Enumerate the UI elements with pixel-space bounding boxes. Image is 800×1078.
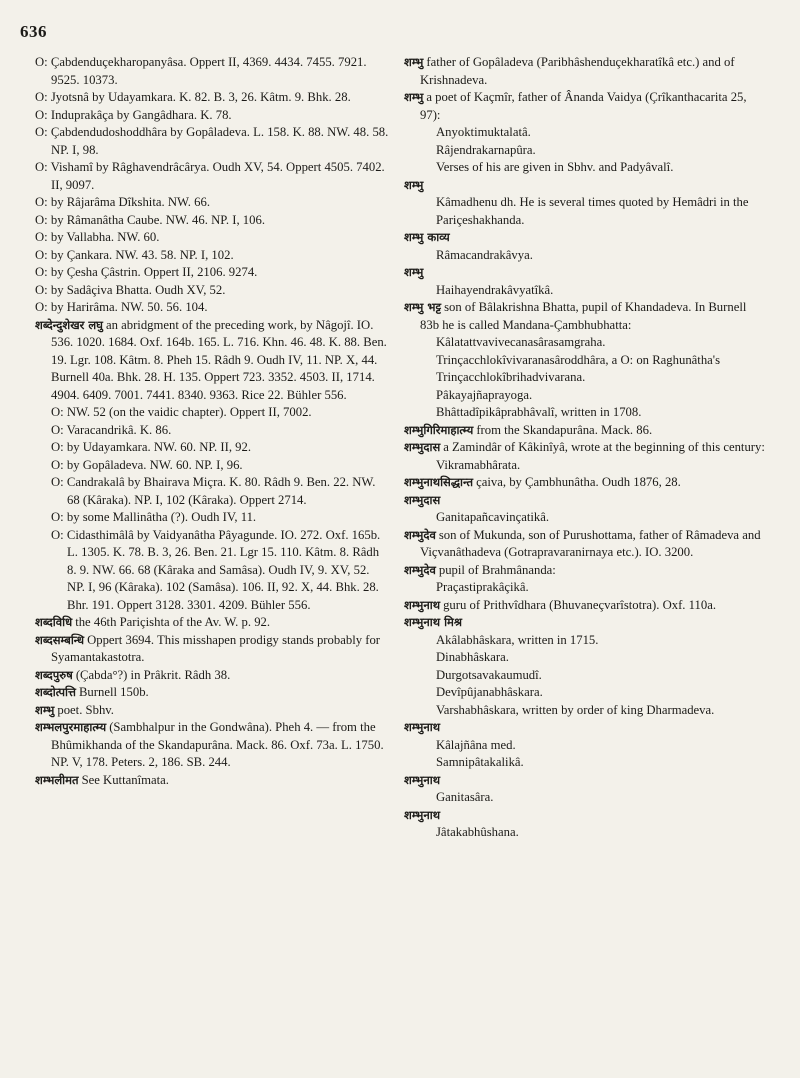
entry: [35, 282, 390, 300]
entry: [35, 229, 390, 247]
headword: शम्भुदेव: [404, 527, 436, 542]
entry: [404, 509, 766, 527]
headword: शम्भुनाथ मिश्र: [404, 615, 463, 629]
entry: [35, 159, 390, 194]
entry: [404, 142, 766, 160]
entry: [35, 719, 390, 772]
entry-text: Verses of his are given in Sbhv. and Padyâvalî.: [436, 160, 674, 174]
headword: शब्दोत्पत्ति: [35, 685, 76, 699]
entry-text: father of Gopâladeva (Paribhâshenduçekharatîkâ etc.) and of Krishnadeva.: [420, 55, 735, 87]
entry-text: Vikramabhârata.: [436, 457, 521, 472]
entry-text: Devîpûjanabhâskara.: [436, 685, 543, 699]
entry: [404, 89, 766, 124]
entry: [35, 457, 390, 475]
entry-text: Kâmadhenu dh. He is several times quoted by Hemâdri in the Pariçeshakhanda.: [436, 195, 749, 227]
entry: [35, 667, 390, 685]
entry-text: from the Skandapurâna. Mack. 86.: [476, 422, 653, 437]
entry-text: son of Mukunda, son of Purushottama, father of Râmadeva and Viçvanâthadeva (Gotrapravaranirnaya etc.). IO. 3200.: [420, 527, 761, 559]
page-number: 636: [20, 22, 47, 41]
headword: शब्दसम्बन्धि: [35, 632, 85, 647]
entry-text: Jâtakabhûshana.: [436, 825, 519, 839]
entry-text: O: by Gopâladeva. NW. 60. NP. I, 96.: [51, 457, 243, 472]
entry-text: O: Jyotsnâ by Udayamkara. K. 82. B. 3, 26. Kâtm. 9. Bhk. 28.: [35, 90, 351, 104]
entry-text: O: by Çesha Çâstrin. Oppert II, 2106. 9274.: [35, 265, 258, 279]
entry-text: (Çabda°?) in Prâkrit. Râdh 38.: [75, 667, 231, 682]
entry: [35, 509, 390, 527]
entry-text: pupil of Brahmânanda:: [438, 562, 556, 577]
headword: शम्भु: [404, 90, 424, 104]
headword: शम्भु: [404, 177, 424, 192]
entry-text: poet. Sbhv.: [57, 702, 114, 717]
entry: [35, 264, 390, 282]
entry-text: Praçastiprakâçikâ.: [436, 580, 529, 594]
entry: [35, 299, 390, 317]
entry: [35, 422, 390, 440]
entry: [404, 737, 766, 755]
entry-text: Pâkayajñaprayoga.: [436, 387, 533, 402]
entry: [35, 614, 390, 632]
headword: शम्भुदास: [404, 492, 441, 507]
entry-text: Burnell 150b.: [78, 685, 149, 699]
entry-text: O: by Sadâçiva Bhatta. Oudh XV, 52.: [35, 282, 226, 297]
entry-text: Varshabhâskara, written by order of king Dharmadeva.: [436, 702, 715, 717]
entry-text: O: by Vallabha. NW. 60.: [35, 230, 160, 244]
entry: [404, 684, 766, 702]
entry-text: O: NW. 52 (on the vaidic chapter). Oppert II, 7002.: [51, 405, 312, 419]
entry: [404, 264, 766, 282]
entry-text: Râjendrakarnapûra.: [436, 142, 536, 157]
entry-text: Kâlatattvavivecanasârasamgraha.: [436, 335, 606, 349]
entry: [35, 684, 390, 702]
entry: [404, 247, 766, 265]
entry-text: the 46th Pariçishta of the Av. W. p. 92.: [75, 615, 271, 629]
entry: [404, 422, 766, 440]
headword: शम्भुगिरिमाहात्म्य: [404, 422, 474, 437]
entry-text: O: by Udayamkara. NW. 60. NP. II, 92.: [51, 440, 252, 454]
entry: [404, 457, 766, 475]
entry-text: O: by some Mallinâtha (?). Oudh IV, 11.: [51, 510, 257, 524]
entry: [404, 702, 766, 720]
entry: [404, 124, 766, 142]
entry: [404, 474, 766, 492]
headword: शम्भुदास: [404, 440, 441, 454]
entry-text: O: Cidasthimâlâ by Vaidyanâtha Pâyagunde. IO. 272. Oxf. 165b. L. 1305. K. 78. B. 3, 26. Ben. 21. Lgr 15. 110. Kâtm. 8. Râdh 8. 9. NW. 66. 68 (Kâraka and Samâsa). Oudh IV, 9. XV, 52. NP. I, 96 (Kâraka). 102 (Samâsa). 106. II, 92. X, 44. Bhk. 28. Bhr. 191. Oppert 3128. 3301. 4209. Bühler 556.: [51, 527, 381, 612]
entry-text: Samnipâtakalikâ.: [436, 755, 524, 769]
entry: [35, 474, 390, 509]
entry-text: Haihayendrakâvyatîkâ.: [436, 282, 554, 297]
entry-text: Bhâttadîpikâprabhâvalî, written in 1708.: [436, 405, 642, 419]
entry-text: O: Çabdendudoshoddhâra by Gopâladeva. L. 158. K. 88. NW. 48. 58. NP. I, 98.: [35, 125, 389, 157]
entry: [35, 772, 390, 790]
entry: [404, 299, 766, 334]
headword: शम्भुनाथसिद्धान्त: [404, 475, 474, 489]
entry: [404, 54, 766, 89]
entry-text: Anyoktimuktalatâ.: [436, 125, 531, 139]
entry: [404, 824, 766, 842]
entry: [35, 194, 390, 212]
headword: शब्देन्दुशेखर लघु: [35, 317, 103, 332]
headword: शम्भलीमत: [35, 772, 79, 787]
entry: [404, 492, 766, 510]
entry-text: Trinçacchlokîvivaranasâroddhâra, a O: on Raghunâtha's Trinçacchlokîbrihadvivarana.: [436, 352, 721, 384]
entry-text: Dinabhâskara.: [436, 650, 509, 664]
headword: शब्दविधि: [35, 615, 73, 629]
headword: शम्भुनाथ: [404, 807, 441, 822]
entry: [404, 667, 766, 685]
entry: [35, 527, 390, 615]
entry: [35, 124, 390, 159]
entry-text: a Zamindâr of Kâkinîyâ, wrote at the beginning of this century:: [443, 440, 765, 454]
entry: [404, 807, 766, 825]
headword: शम्भुनाथ: [404, 597, 441, 612]
entry-text: O: by Râjarâma Dîkshita. NW. 66.: [35, 195, 211, 209]
right-column: [404, 54, 766, 842]
entry-text: O: by Harirâma. NW. 50. 56. 104.: [35, 300, 208, 314]
entry-text: O: Çabdenduçekharopanyâsa. Oppert II, 4369. 4434. 7455. 7921. 9525. 10373.: [35, 55, 367, 87]
headword: शम्भुदेव: [404, 562, 436, 577]
headword: शम्भुनाथ: [404, 720, 441, 734]
entry: [404, 439, 766, 457]
entry: [404, 579, 766, 597]
entry: [404, 282, 766, 300]
entry: [35, 439, 390, 457]
entry-text: (Sambhalpur in the Gondwâna). Pheh 4. — from the Bhûmikhanda of the Skandapurâna. Mack. 86. Oxf. 73a. L. 1750. NP. V, 178. Peters. 2, 186. SB. 244.: [51, 720, 384, 769]
entry: [35, 212, 390, 230]
entry: [35, 54, 390, 89]
entry: [35, 107, 390, 125]
headword: शम्भु: [35, 702, 55, 717]
headword: शम्भु: [404, 265, 424, 279]
entry-text: a poet of Kaçmîr, father of Ânanda Vaidya (Çrîkanthacarita 25, 97):: [420, 90, 747, 122]
entry: [404, 334, 766, 352]
headword: शम्भुनाथ: [404, 772, 441, 787]
entry: [404, 159, 766, 177]
entry: [404, 719, 766, 737]
entry: [404, 614, 766, 632]
entry: [404, 177, 766, 195]
entry-text: O: Induprakâça by Gangâdhara. K. 78.: [35, 107, 232, 122]
entry-text: O: Vishamî by Râghavendrâcârya. Oudh XV, 54. Oppert 4505. 7402. II, 9097.: [35, 160, 385, 192]
entry: [404, 562, 766, 580]
entry-text: çaiva, by Çambhunâtha. Oudh 1876, 28.: [476, 475, 681, 489]
entry-text: an abridgment of the preceding work, by Nâgojî. IO. 536. 1020. 1684. Oxf. 164b. 165. L. 716. Khn. 46. 48. K. 88. Ben. 19. Lgr. 108. Kâtm. 8. Pheh 15. Râdh 9. Oudh IV, 11. NP. X, 44. Burnell 40a. Bhk. 28. H. 135. Oppert 723. 3352. 4503. II, 1714. 4904. 6409. 7001. 7441. 8340. 9363. Rice 22. Bühler 556.: [51, 317, 387, 402]
entry: [404, 387, 766, 405]
entry: [35, 702, 390, 720]
headword: शम्भु भट्ट: [404, 300, 442, 314]
entry: [404, 649, 766, 667]
entry-text: O: Candrakalâ by Bhairava Miçra. K. 80. Râdh 9. Ben. 22. NW. 68 (Kâraka). NP. I, 102 (Kâraka). Oppert 2714.: [51, 475, 376, 507]
headword: शब्दपुरुष: [35, 667, 73, 682]
entry-text: guru of Prithvîdhara (Bhuvaneçvarîstotra). Oxf. 110a.: [443, 597, 717, 612]
entry-text: See Kuttanîmata.: [81, 772, 169, 787]
entry: [404, 754, 766, 772]
entry: [35, 632, 390, 667]
entry: [404, 527, 766, 562]
entry-text: Ganitapañcavinçatikâ.: [436, 510, 550, 524]
entry: [35, 247, 390, 265]
entry-text: Râmacandrakâvya.: [436, 247, 533, 262]
entry-text: O: by Râmanâtha Caube. NW. 46. NP. I, 106.: [35, 212, 265, 227]
entry-text: Durgotsavakaumudî.: [436, 667, 542, 682]
headword: शम्भलपुरमाहात्म्य: [35, 720, 107, 734]
entry: [404, 632, 766, 650]
entry: [404, 597, 766, 615]
entry-text: Kâlajñâna med.: [436, 737, 516, 752]
entry: [404, 772, 766, 790]
entry: [404, 352, 766, 387]
entry: [404, 194, 766, 229]
entry: [404, 229, 766, 247]
entry-text: son of Bâlakrishna Bhatta, pupil of Khandadeva. In Burnell 83b he is called Mandana-Çambhubhatta:: [420, 300, 747, 332]
entry-text: Ganitasâra.: [436, 790, 494, 804]
entry: [35, 317, 390, 405]
entry: [35, 89, 390, 107]
entry-text: O: by Çankara. NW. 43. 58. NP. I, 102.: [35, 247, 234, 262]
entry-text: Akâlabhâskara, written in 1715.: [436, 632, 599, 647]
entry: [404, 789, 766, 807]
entry-text: Oppert 3694. This misshapen prodigy stands probably for Syamantakastotra.: [51, 632, 381, 664]
headword: शम्भु काव्य: [404, 230, 450, 244]
entry: [404, 404, 766, 422]
left-column: [35, 54, 390, 789]
entry: [35, 404, 390, 422]
headword: शम्भु: [404, 55, 424, 69]
entry-text: O: Varacandrikâ. K. 86.: [51, 422, 172, 437]
